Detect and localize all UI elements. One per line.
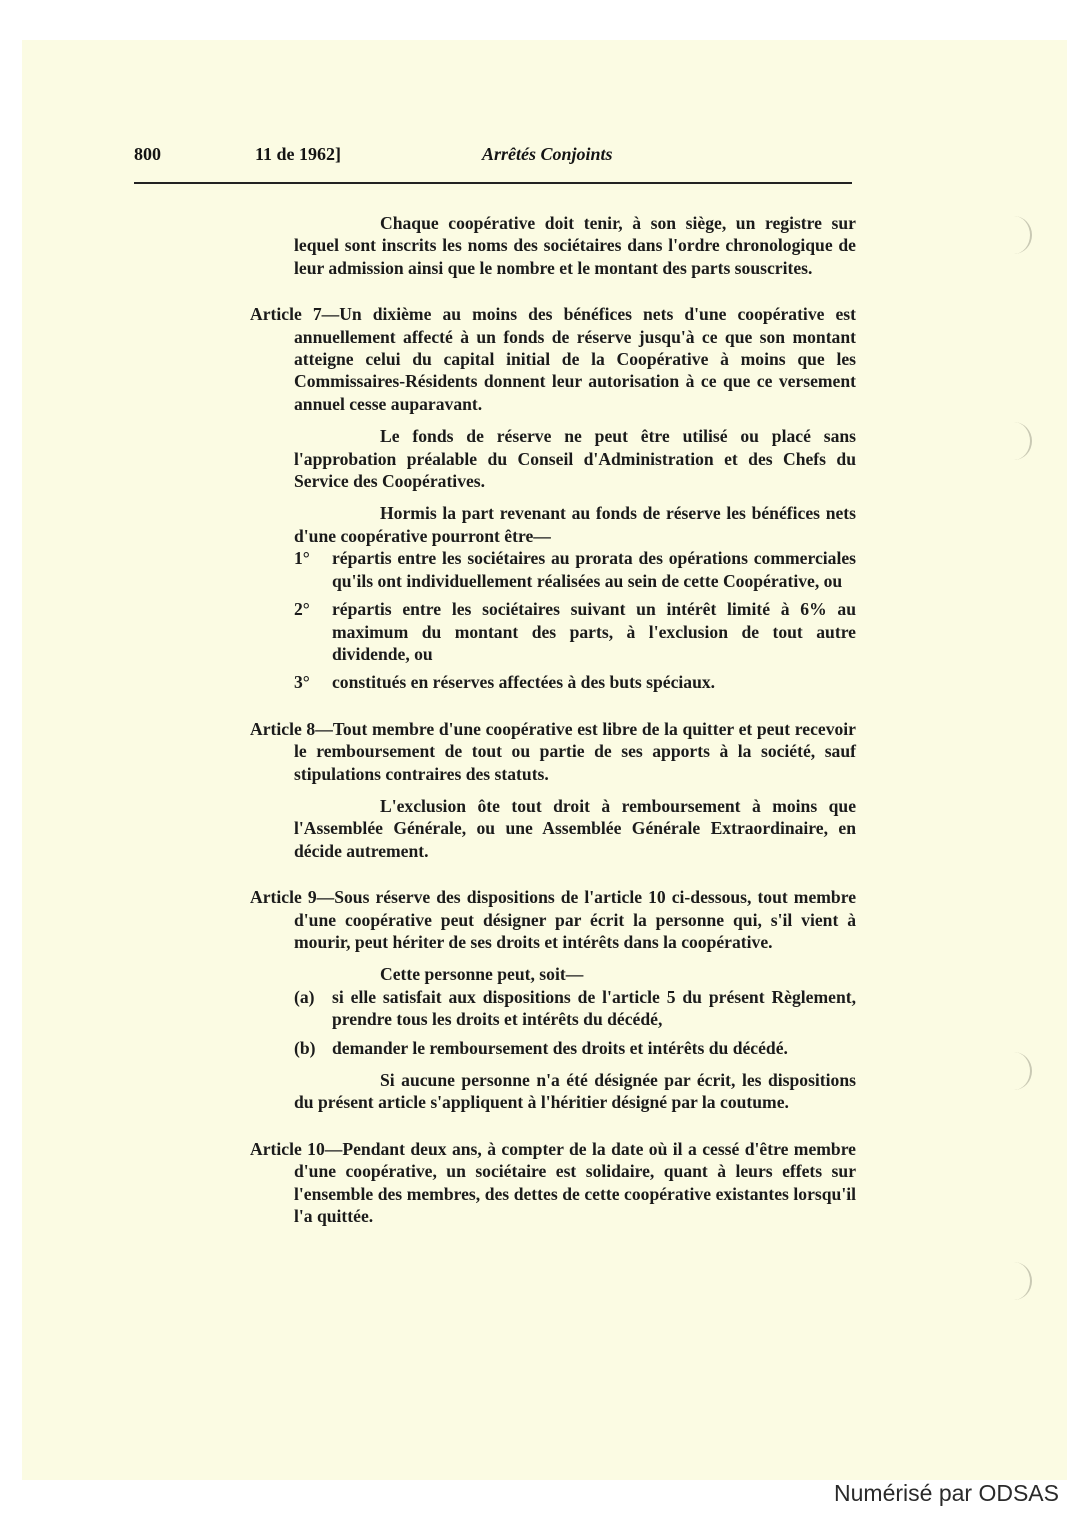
list-text: répartis entre les sociétaires au prorata des opérations commerciales qu'ils ont individuellement réalisées au sein de cette Coopérative, ou	[332, 548, 856, 591]
list-item	[250, 986, 856, 1031]
list-item	[250, 671, 856, 693]
list-item	[250, 547, 856, 592]
list-marker: (a)	[294, 986, 315, 1007]
paragraph: Cette personne peut, soit—	[380, 964, 584, 985]
article-7	[250, 303, 856, 415]
paragraph: Si aucune personne n'a été désignée par écrit, les dispositions du présent article s'appliquent à l'héritier désigné par la coutume.	[294, 1070, 856, 1113]
article-lead: Article 10	[250, 1138, 325, 1159]
article-8	[250, 718, 856, 785]
list-marker: 3°	[294, 672, 310, 693]
article-text: —Tout membre d'une coopérative est libre de la quitter et peut recevoir le remboursement de tout ou partie de ses apports à la société, sauf stipulations contraires des statuts.	[294, 718, 856, 784]
list-item	[250, 1037, 856, 1059]
page-number: 800	[134, 144, 161, 164]
list-marker: (b)	[294, 1037, 316, 1058]
digitization-watermark: Numérisé par ODSAS	[834, 1480, 1059, 1506]
document-body	[250, 212, 856, 1227]
paragraph: Hormis la part revenant au fonds de réserve les bénéfices nets d'une coopérative pourront être—	[294, 503, 856, 546]
paragraph: L'exclusion ôte tout droit à remboursement à moins que l'Assemblée Générale, ou une Assemblée Générale Extraordinaire, en décide autrement.	[294, 795, 856, 861]
page-title: Arrêtés Conjoints	[482, 144, 613, 164]
list-text: demander le remboursement des droits et intérêts du décédé.	[332, 1037, 788, 1058]
punch-hole	[996, 1052, 1032, 1090]
header-rule	[134, 182, 852, 184]
article-lead: Article 9	[250, 887, 317, 908]
article-lead: Article 7	[250, 304, 322, 325]
list-text: répartis entre les sociétaires suivant un intérêt limité à 6% au maximum du montant des parts, à l'exclusion de tout autre dividende, ou	[332, 599, 856, 664]
punch-hole	[996, 216, 1032, 254]
article-9	[250, 886, 856, 953]
paragraph: Le fonds de réserve ne peut être utilisé ou placé sans l'approbation préalable du Conseil d'Administration et des Chefs du Service des Coopératives.	[294, 426, 856, 492]
running-header	[134, 144, 854, 168]
list-text: si elle satisfait aux dispositions de l'article 5 du présent Règlement, prendre tous les droits et intérêts du décédé,	[332, 986, 856, 1030]
article-10	[250, 1138, 856, 1228]
article-text: —Un dixième au moins des bénéfices nets d'une coopérative est annuellement affecté à un fonds de réserve jusqu'à ce que son montant atteigne celui du capital initial de la Coopérative à moins que les Commissaires-Résidents donnent leur autorisation à ce que ce versement annuel cesse auparavant.	[294, 304, 856, 414]
list-marker: 1°	[294, 548, 310, 569]
list-text: constitués en réserves affectées à des buts spéciaux.	[332, 672, 716, 693]
list-item	[250, 598, 856, 665]
year-reference: 11 de 1962]	[255, 144, 342, 164]
article-lead: Article 8	[250, 718, 316, 739]
article-text: —Pendant deux ans, à compter de la date où il a cessé d'être membre d'une coopérative, un sociétaire est solidaire, quant à leurs effets sur l'ensemble des membres, des dettes de cette coopérative existantes lorsqu'il l'a quittée.	[294, 1138, 856, 1227]
article-text: —Sous réserve des dispositions de l'article 10 ci-dessous, tout membre d'une coopérative peut désigner par écrit la personne qui, s'il vient à mourir, peut hériter de ses droits et intérêts dans la coopérative.	[294, 887, 857, 952]
list-marker: 2°	[294, 599, 310, 620]
intro-paragraph: Chaque coopérative doit tenir, à son siège, un registre sur lequel sont inscrits les noms des sociétaires dans l'ordre chronologique de leur admission ainsi que le nombre et le montant des parts souscrites.	[294, 213, 856, 278]
punch-hole	[996, 422, 1032, 460]
punch-hole	[996, 1262, 1032, 1300]
